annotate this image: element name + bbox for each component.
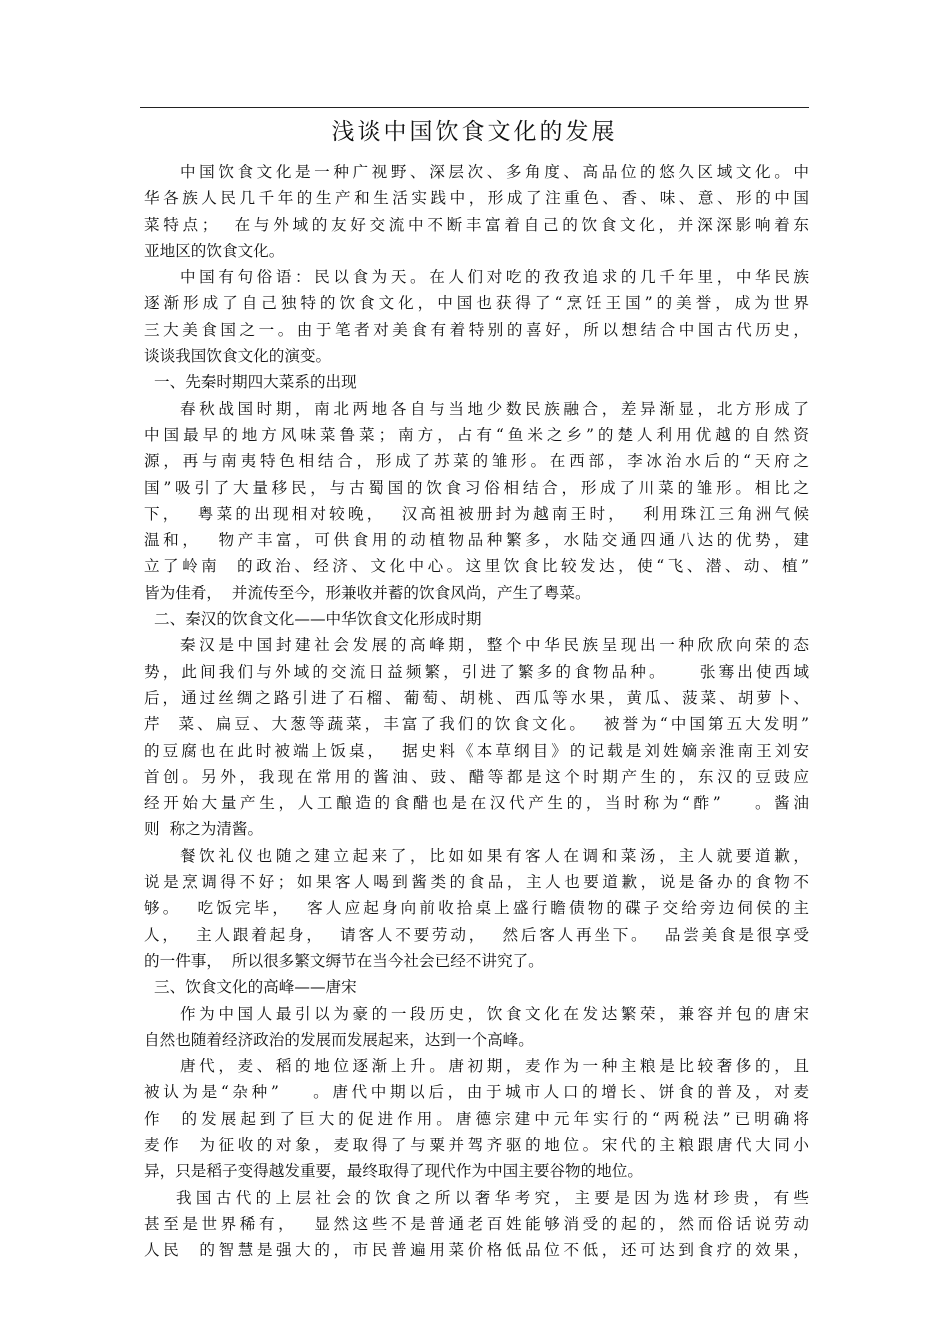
section-heading: 三、饮食文化的高峰——唐宋 bbox=[154, 978, 357, 997]
paragraph-line: 华各族人民几千年的生产和生活实践中，形成了注重色、香、味、意、形的中国 bbox=[144, 189, 809, 208]
paragraph-line: 下， 粤菜的出现相对较晚， 汉高祖被册封为越南王时， 利用珠江三角洲气候 bbox=[144, 504, 809, 523]
paragraph-line: 国”吸引了大量移民，与古蜀国的饮食习俗相结合，形成了川菜的雏形。相比之 bbox=[144, 478, 809, 497]
paragraph-line: 亚地区的饮食文化。 bbox=[144, 241, 285, 260]
paragraph-line: 中国饮食文化是一种广视野、深层次、多角度、高品位的悠久区域文化。中 bbox=[180, 163, 809, 181]
paragraph-line: 作为中国人最引以为豪的一段历史，饮食文化在发达繁荣，兼容并包的唐宋 bbox=[180, 1004, 809, 1023]
paragraph-line: 我国古代的上层社会的饮食之所以奢华考究，主要是因为选材珍贵，有些 bbox=[176, 1188, 809, 1207]
section-heading: 一、先秦时期四大菜系的出现 bbox=[154, 373, 357, 392]
paragraph-line: 源，再与南夷特色相结合，形成了苏菜的雏形。在西部，李冰治水后的“天府之 bbox=[144, 452, 809, 471]
paragraph-line: 芹 菜、扁豆、大葱等蔬菜，丰富了我们的饮食文化。 被誉为“中国第五大发明” bbox=[144, 715, 809, 734]
paragraph-line: 自然也随着经济政治的发展而发展起来，达到一个高峰。 bbox=[144, 1030, 534, 1049]
paragraph-line: 皆为佳肴， 并流传至今，形兼收并蓄的饮食风尚，产生了粤菜。 bbox=[144, 583, 591, 602]
paragraph-line: 作 的发展起到了巨大的促进作用。唐德宗建中元年实行的“两税法”已明确将 bbox=[144, 1109, 809, 1128]
header-rule bbox=[140, 107, 809, 108]
paragraph-line: 唐代，麦、稻的地位逐渐上升。唐初期，麦作为一种主粮是比较奢侈的，且 bbox=[180, 1057, 809, 1076]
section-heading: 二、秦汉的饮食文化——中华饮食文化形成时期 bbox=[154, 610, 482, 629]
paragraph-line: 异，只是稻子变得越发重要，最终取得了现代作为中国主要谷物的地位。 bbox=[144, 1162, 644, 1181]
document-body bbox=[144, 159, 809, 1263]
paragraph-line: 中国最早的地方风味菜鲁菜；南方，占有“鱼米之乡”的楚人利用优越的自然资 bbox=[144, 425, 809, 444]
paragraph-line: 麦作 为征收的对象，麦取得了与粟并驾齐驱的地位。宋代的主粮跟唐代大同小 bbox=[144, 1135, 809, 1154]
paragraph-line: 说是烹调得不好；如果客人喝到酱类的食品，主人也要道歉，说是备办的食物不 bbox=[144, 873, 809, 892]
paragraph-line: 的豆腐也在此时被端上饭桌， 据史料《本草纲目》的记载是刘姓嫡亲淮南王刘安 bbox=[144, 741, 809, 760]
paragraph-line: 人， 主人跟着起身， 请客人不要劳动， 然后客人再坐下。 品尝美食是很享受 bbox=[144, 925, 809, 944]
paragraph-line: 谈谈我国饮食文化的演变。 bbox=[144, 347, 332, 366]
paragraph-line: 人民 的智慧是强大的，市民普遍用菜价格低品位不低，还可达到食疗的效果， bbox=[144, 1241, 809, 1260]
paragraph-line: 的一件事， 所以很多繁文缛节在当今社会已经不讲究了。 bbox=[144, 951, 544, 970]
paragraph-line: 餐饮礼仪也随之建立起来了，比如如果有客人在调和菜汤，主人就要道歉， bbox=[180, 846, 809, 865]
paragraph-line: 中国有句俗语：民以食为天。在人们对吃的孜孜追求的几千年里，中华民族 bbox=[180, 268, 809, 287]
paragraph-line: 后，通过丝绸之路引进了石榴、葡萄、胡桃、西瓜等水果，黄瓜、菠菜、胡萝卜、 bbox=[144, 688, 809, 707]
paragraph-line: 首创。另外，我现在常用的酱油、豉、醋等都是这个时期产生的，东汉的豆豉应 bbox=[144, 767, 809, 786]
paragraph-line: 被认为是“杂种” 。唐代中期以后，由于城市人口的增长、饼食的普及，对麦 bbox=[144, 1083, 809, 1102]
paragraph-line: 势，此间我们与外域的交流日益频繁，引进了繁多的食物品种。 张骞出使西域 bbox=[144, 662, 809, 681]
paragraph-line: 秦汉是中国封建社会发展的高峰期，整个中华民族呈现出一种欣欣向荣的态 bbox=[180, 636, 809, 655]
paragraph-line: 温和， 物产丰富，可供食用的动植物品种繁多，水陆交通四通八达的优势，建 bbox=[144, 531, 809, 550]
paragraph-line: 立了岭南 的政治、经济、文化中心。这里饮食比较发达，使“飞、潜、动、植” bbox=[144, 557, 809, 576]
paragraph-line: 则 称之为清酱。 bbox=[144, 820, 264, 839]
paragraph-line: 菜特点； 在与外域的友好交流中不断丰富着自己的饮食文化，并深深影响着东 bbox=[144, 215, 809, 234]
paragraph-line: 逐渐形成了自己独特的饮食文化，中国也获得了“烹饪王国”的美誉，成为世界 bbox=[144, 294, 809, 313]
paragraph-line: 三大美食国之一。由于笔者对美食有着特别的喜好，所以想结合中国古代历史， bbox=[144, 320, 809, 339]
paragraph-line: 够。 吃饭完毕， 客人应起身向前收拾桌上盛行瞻债物的碟子交给旁边伺侯的主 bbox=[144, 899, 809, 918]
paragraph-line: 春秋战国时期，南北两地各自与当地少数民族融合，差异渐显，北方形成了 bbox=[180, 399, 809, 418]
document-title: 浅谈中国饮食文化的发展 bbox=[331, 119, 618, 145]
paragraph-line: 甚至是世界稀有， 显然这些不是普通老百姓能够消受的起的，然而俗话说劳动 bbox=[144, 1214, 809, 1233]
paragraph-line: 经开始大量产生，人工酿造的食醋也是在汉代产生的，当时称为“酢” 。酱油 bbox=[144, 794, 809, 813]
